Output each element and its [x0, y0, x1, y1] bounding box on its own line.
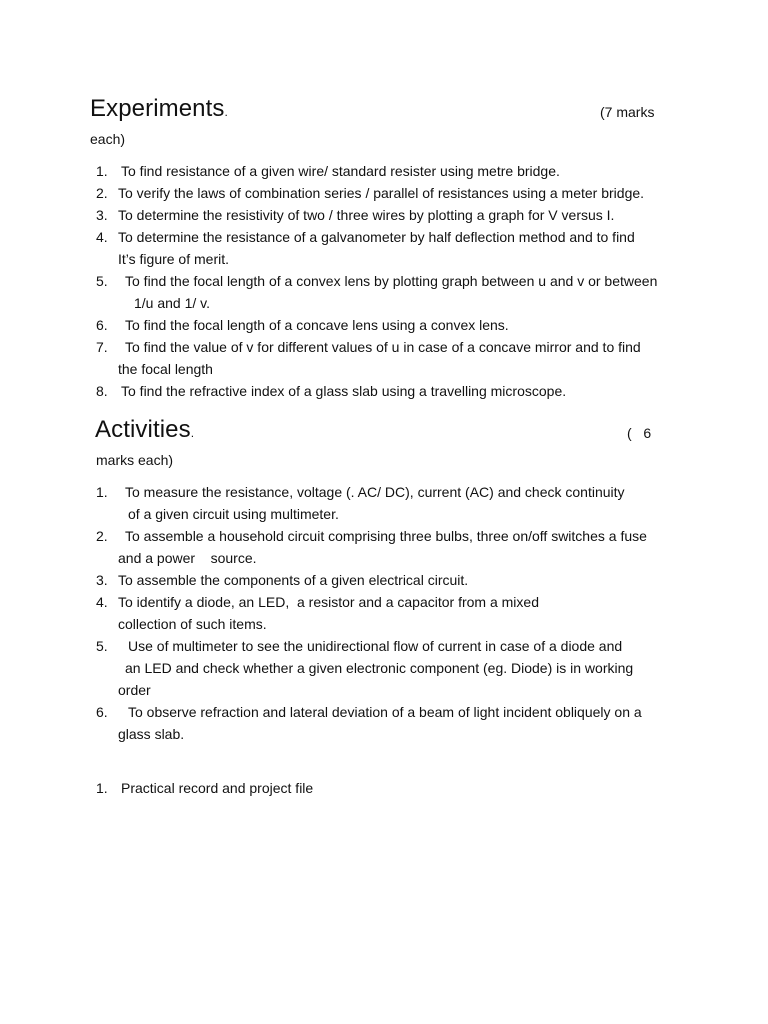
list-item-text-cont: of a given circuit using multimeter.: [128, 506, 339, 522]
list-item-number: 1.: [96, 484, 108, 500]
activities-marks: ( 6: [627, 425, 652, 441]
list-item-number: 4.: [96, 229, 108, 245]
list-item-number: 4.: [96, 594, 108, 610]
experiments-heading: [90, 97, 228, 121]
list-item-text: To observe refraction and lateral deviation of a beam of light incident obliquely on a: [128, 704, 642, 720]
list-item-text: To find the refractive index of a glass slab using a travelling microscope.: [121, 383, 567, 399]
list-item-text: To identify a diode, an LED, a resistor and a capacitor from a mixed: [118, 594, 539, 610]
list-item-text: To determine the resistivity of two / three wires by plotting a graph for V versus I.: [118, 207, 615, 223]
experiments-marks-cont: each): [90, 131, 126, 147]
list-item-text-cont: collection of such items.: [118, 616, 267, 632]
list-item-text-cont: the focal length: [118, 361, 213, 377]
list-item-number: 7.: [96, 339, 108, 355]
list-item-number: 2.: [96, 185, 108, 201]
list-item-text-cont: order: [118, 682, 151, 698]
list-item-text-cont: and a power source.: [118, 550, 257, 566]
list-item-text: To find the value of v for different values of u in case of a concave mirror and to find: [125, 339, 641, 355]
experiments-marks: (7 marks: [600, 104, 655, 120]
list-item-text-cont: an LED and check whether a given electronic component (eg. Diode) is in working: [125, 660, 634, 676]
list-item-text: To verify the laws of combination series / parallel of resistances using a meter bridge.: [118, 185, 645, 201]
experiments-title-dot: .: [224, 105, 228, 119]
list-item-number: 5.: [96, 273, 108, 289]
list-item-number: 3.: [96, 207, 108, 223]
list-item-number: 6.: [96, 317, 108, 333]
list-item-number: 1.: [96, 780, 108, 796]
list-item-text: To assemble a household circuit comprising three bulbs, three on/off switches a fuse: [125, 528, 647, 544]
list-item-text: To assemble the components of a given electrical circuit.: [118, 572, 469, 588]
list-item-number: 1.: [96, 163, 108, 179]
list-item-text: To measure the resistance, voltage (. AC/ DC), current (AC) and check continuity: [125, 484, 625, 500]
list-item-number: 8.: [96, 383, 108, 399]
list-item-number: 6.: [96, 704, 108, 720]
list-item-text: To find the focal length of a concave lens using a convex lens.: [125, 317, 509, 333]
list-item-text: To find the focal length of a convex lens by plotting graph between u and v or between: [125, 273, 658, 289]
list-item-text: Practical record and project file: [121, 780, 314, 796]
list-item-number: 5.: [96, 638, 108, 654]
list-item-number: 3.: [96, 572, 108, 588]
list-item-text: To determine the resistance of a galvanometer by half deflection method and to find: [118, 229, 635, 245]
experiments-title: Experiments: [90, 95, 225, 122]
list-item-text-cont: 1/u and 1/ v.: [134, 295, 211, 311]
activities-title: Activities: [95, 416, 191, 443]
list-item-text-cont: glass slab.: [118, 726, 185, 742]
activities-heading: [95, 418, 194, 442]
list-item-text-cont: It’s figure of merit.: [118, 251, 230, 267]
activities-marks-cont: marks each): [96, 452, 174, 468]
list-item-text: To find resistance of a given wire/ standard resister using metre bridge.: [121, 163, 560, 179]
list-item-number: 2.: [96, 528, 108, 544]
activities-title-dot: .: [190, 426, 195, 440]
list-item-text: Use of multimeter to see the unidirectional flow of current in case of a diode and: [128, 638, 623, 654]
